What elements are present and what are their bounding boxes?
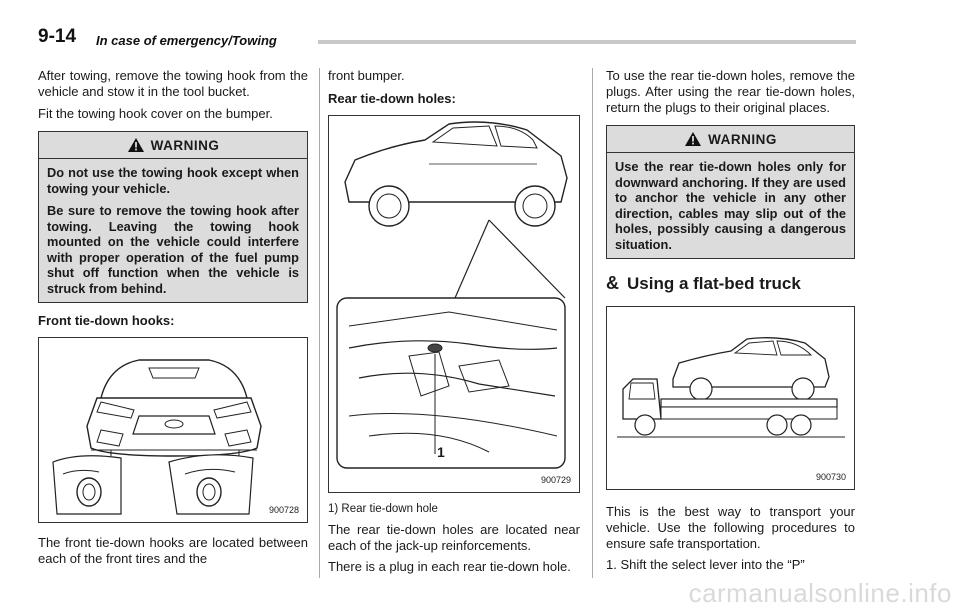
rear-tie-down-illustration (329, 116, 579, 492)
chapter-title: In case of emergency/Towing (96, 33, 277, 48)
warning-text-1: Do not use the towing hook except when towing your vehicle. (47, 165, 299, 196)
section-title: Using a flat-bed truck (627, 273, 801, 293)
warning-title: WARNING (150, 137, 220, 153)
column-3 (606, 68, 855, 573)
warning-text: Use the rear tie-down holes only for downward anchoring. If they are used to anchor the vehicle in any other direction, cables may slip out of the holes, possibly causing a dangerous situation. (615, 159, 846, 252)
figure-front-tie-down-hooks (38, 337, 308, 523)
figure-code: 900729 (540, 475, 571, 485)
paragraph-plug: There is a plug in each rear tie-down hole. (328, 559, 571, 574)
paragraph-use-rear-holes: To use the rear tie-down holes, remove the plugs. After using the rear tie-down holes, return the plugs to their original places. (606, 68, 855, 115)
warning-text-2: Be sure to remove the towing hook after towing. Leaving the towing hook mounted on the vehicle could interfere with proper operation of the fuel pump shut off function when the vehicle is struck from behind. (47, 203, 299, 296)
figure-rear-tie-down-holes (328, 115, 580, 493)
figure-callout-1: 1 (437, 444, 445, 460)
warning-box-towing-hook (38, 131, 308, 303)
paragraph-front-bumper: front bumper. (328, 68, 405, 83)
front-bumper-illustration (39, 338, 307, 522)
column-divider (319, 68, 320, 578)
warning-header (607, 126, 854, 153)
warning-body (39, 159, 307, 302)
figure-code: 900728 (268, 505, 299, 515)
page-header (38, 26, 856, 50)
column-2 (328, 68, 580, 575)
page-number: 9-14 (38, 26, 77, 47)
warning-box-rear-holes (606, 125, 855, 259)
warning-triangle-icon (127, 137, 145, 153)
warning-header (39, 132, 307, 159)
figure-code: 900730 (815, 472, 846, 482)
paragraph-fit-cover: Fit the towing hook cover on the bumper. (38, 106, 273, 121)
section-mark: & (606, 273, 619, 293)
warning-triangle-icon (684, 131, 702, 147)
header-rule (318, 40, 856, 44)
front-tie-down-heading: Front tie-down hooks: (38, 313, 175, 328)
column-1 (38, 68, 308, 567)
warning-title: WARNING (708, 131, 777, 147)
column-divider (592, 68, 593, 578)
warning-body (607, 153, 854, 258)
paragraph-after-towing: After towing, remove the towing hook from the vehicle and stow it in the tool bucket. (38, 68, 308, 99)
section-heading (606, 273, 855, 294)
paragraph-front-hooks-location: The front tie-down hooks are located between each of the front tires and the (38, 535, 308, 566)
rear-tie-down-heading: Rear tie-down holes: (328, 91, 456, 106)
figure-caption: 1) Rear tie-down hole (328, 503, 438, 515)
watermark: carmanualsonline.info (688, 578, 952, 608)
paragraph-rear-holes-location: The rear tie-down holes are located near each of the jack-up reinforcements. (328, 522, 580, 553)
flat-bed-truck-illustration (607, 307, 854, 489)
figure-flat-bed-truck (606, 306, 855, 490)
paragraph-best-way: This is the best way to transport your vehicle. Use the following procedures to ensure safe transportation. (606, 504, 855, 551)
paragraph-step-1: 1. Shift the select lever into the “P” (606, 557, 805, 572)
